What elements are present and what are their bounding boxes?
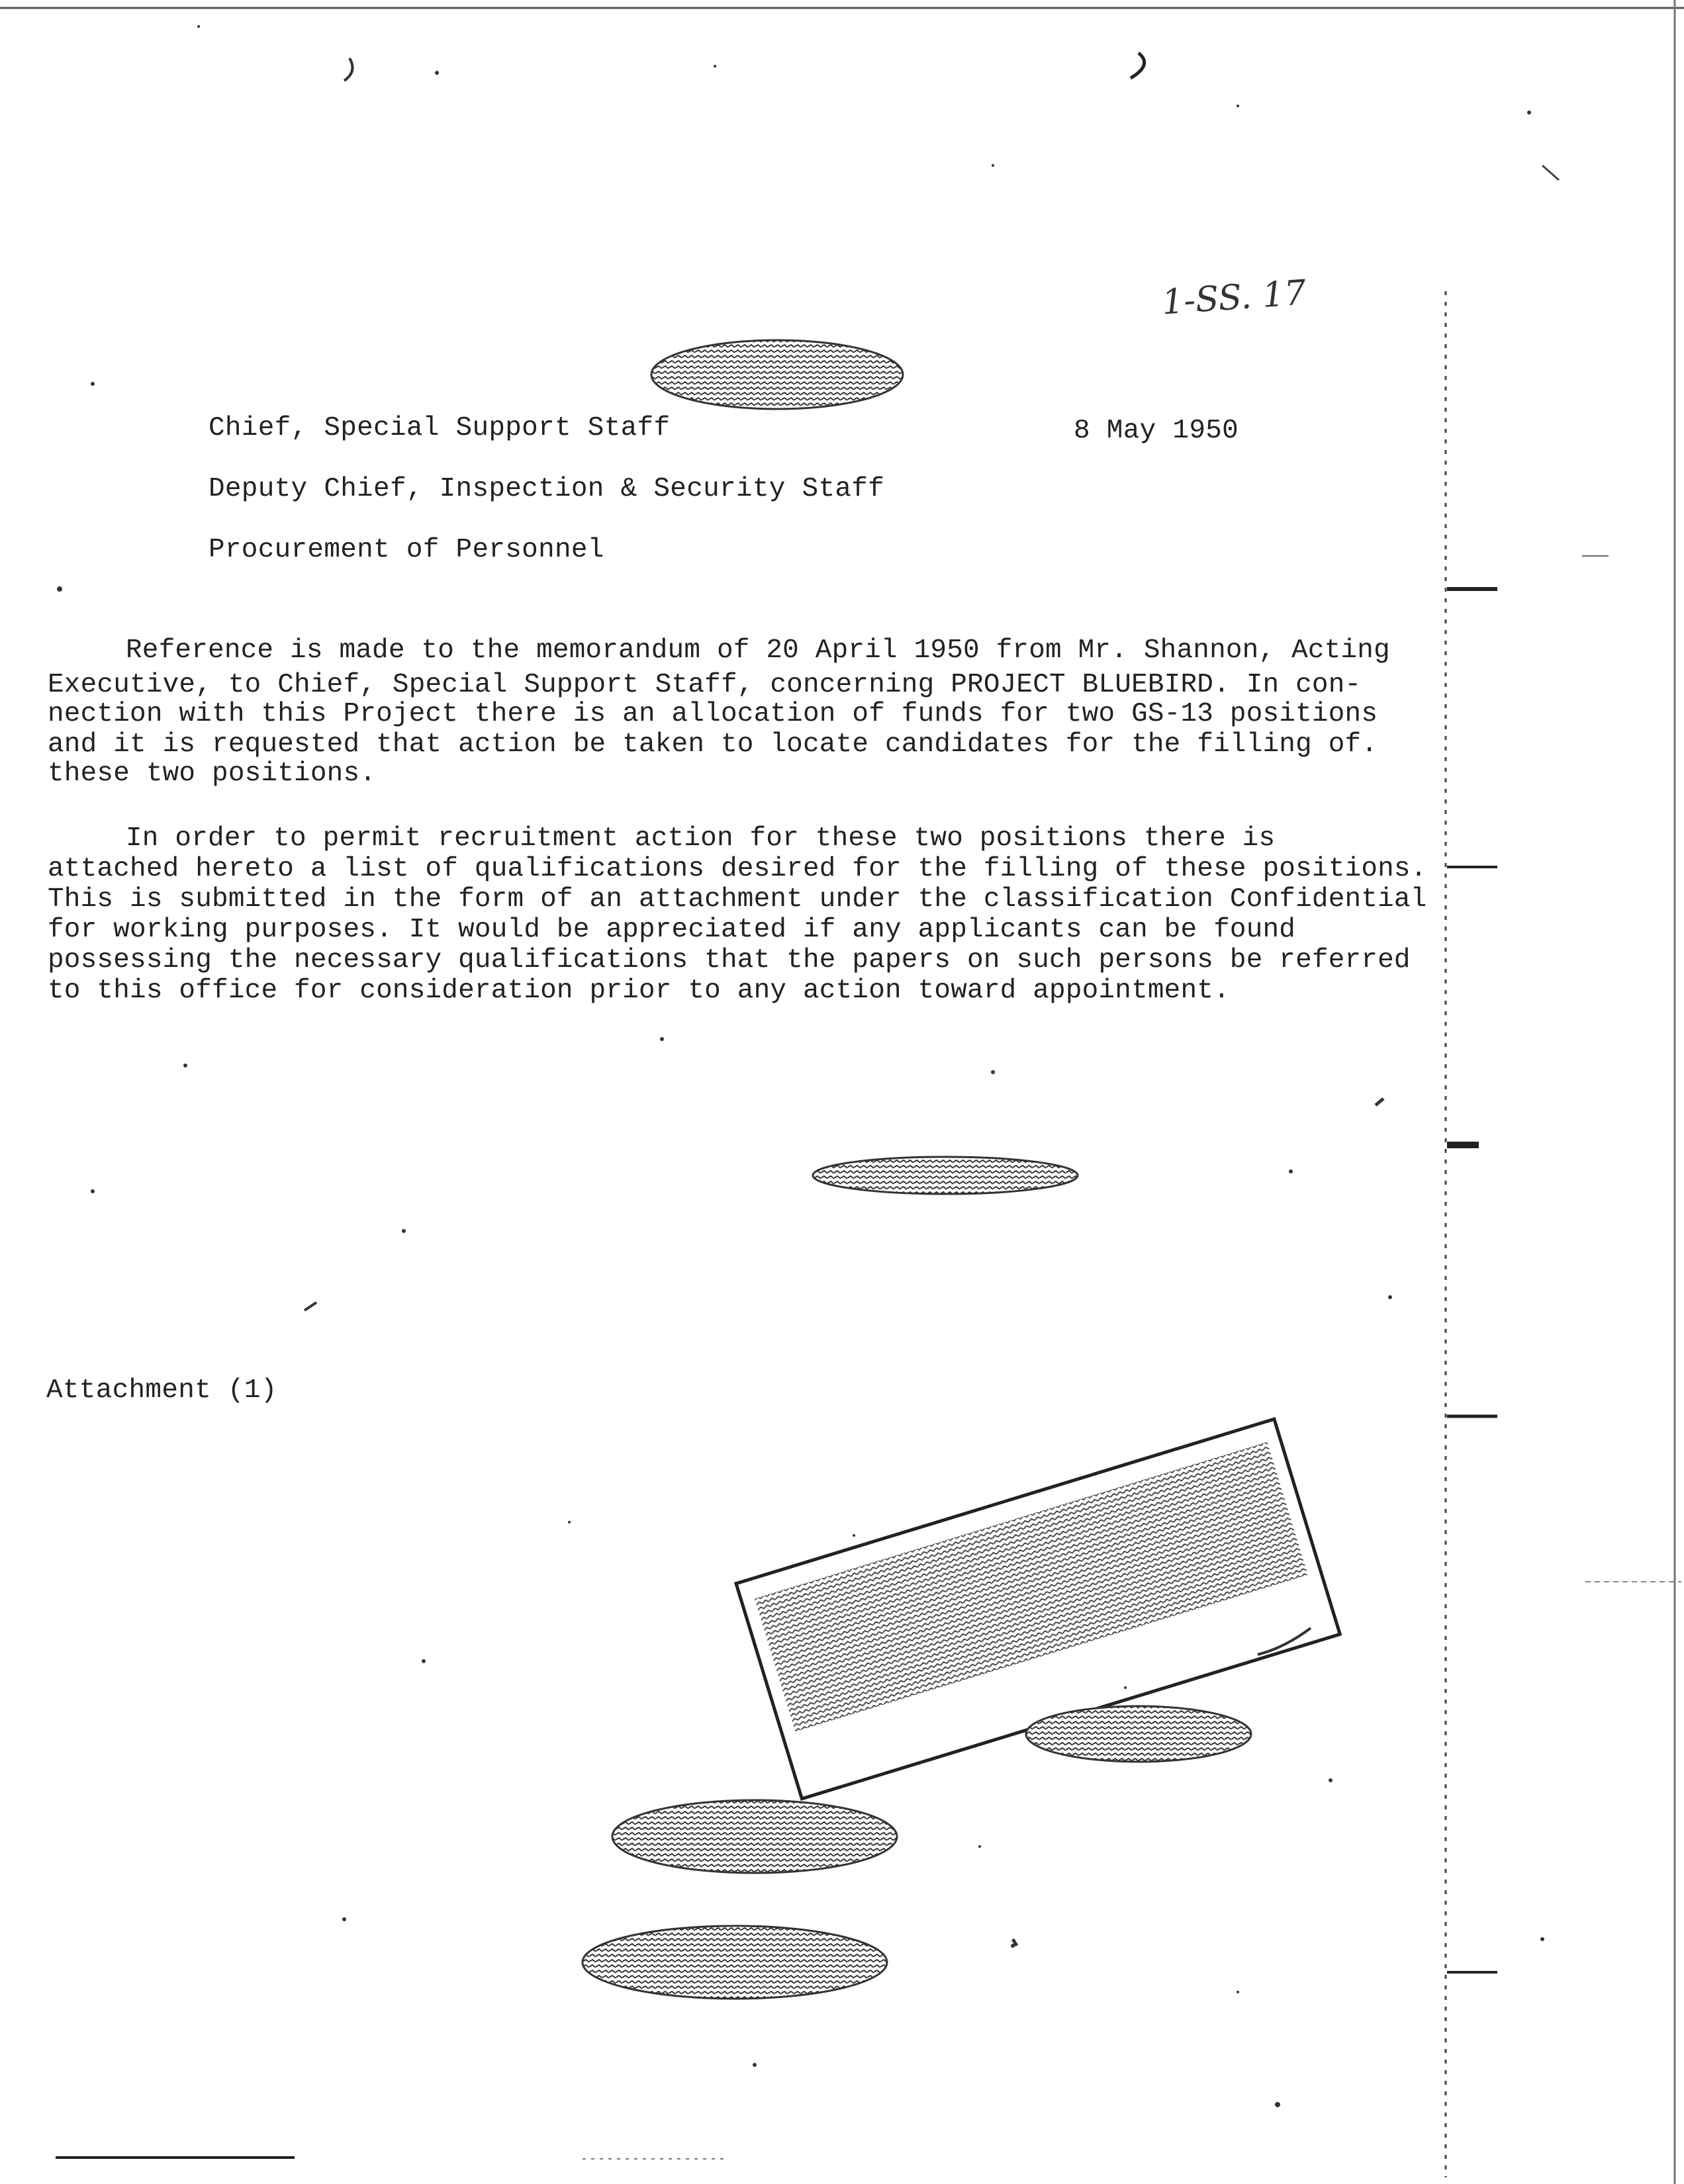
memo-subject: Procurement of Personnel — [209, 535, 604, 565]
memo-to: Chief, Special Support Staff — [209, 413, 671, 443]
memo-date: 8 May 1950 — [1074, 416, 1239, 446]
paragraph-2-line: possessing the necessary qualifications that the papers on such persons be referred — [48, 945, 1411, 976]
paragraph-1-line: Reference is made to the memorandum of 20 April 1950 from Mr. Shannon, Acting — [126, 635, 1390, 666]
paragraph-2-line: This is submitted in the form of an attachment under the classification Confidential — [48, 884, 1427, 915]
memo-from: Deputy Chief, Inspection & Security Staff — [209, 474, 885, 504]
paragraph-1-line: nection with this Project there is an allocation of funds for two GS-13 positions — [48, 699, 1378, 729]
attachment-note: Attachment (1) — [46, 1375, 277, 1406]
paragraph-2-line: In order to permit recruitment action for these two positions there is — [126, 823, 1276, 854]
paragraph-1-line: and it is requested that action be taken to locate candidates for the filling of. — [48, 729, 1378, 760]
paragraph-2-line: attached hereto a list of qualifications desired for the filling of these positions. — [48, 854, 1427, 884]
paragraph-2-line: for working purposes. It would be appreciated if any applicants can be found — [48, 915, 1296, 945]
paragraph-1-line: these two positions. — [48, 758, 377, 789]
paragraph-1-line: Executive, to Chief, Special Support Staff, concerning PROJECT BLUEBIRD. In con- — [48, 670, 1362, 700]
paragraph-2-line: to this office for consideration prior to any action toward appointment. — [48, 976, 1230, 1006]
handwritten-file-reference: 1-SS. 17 — [1160, 273, 1308, 323]
